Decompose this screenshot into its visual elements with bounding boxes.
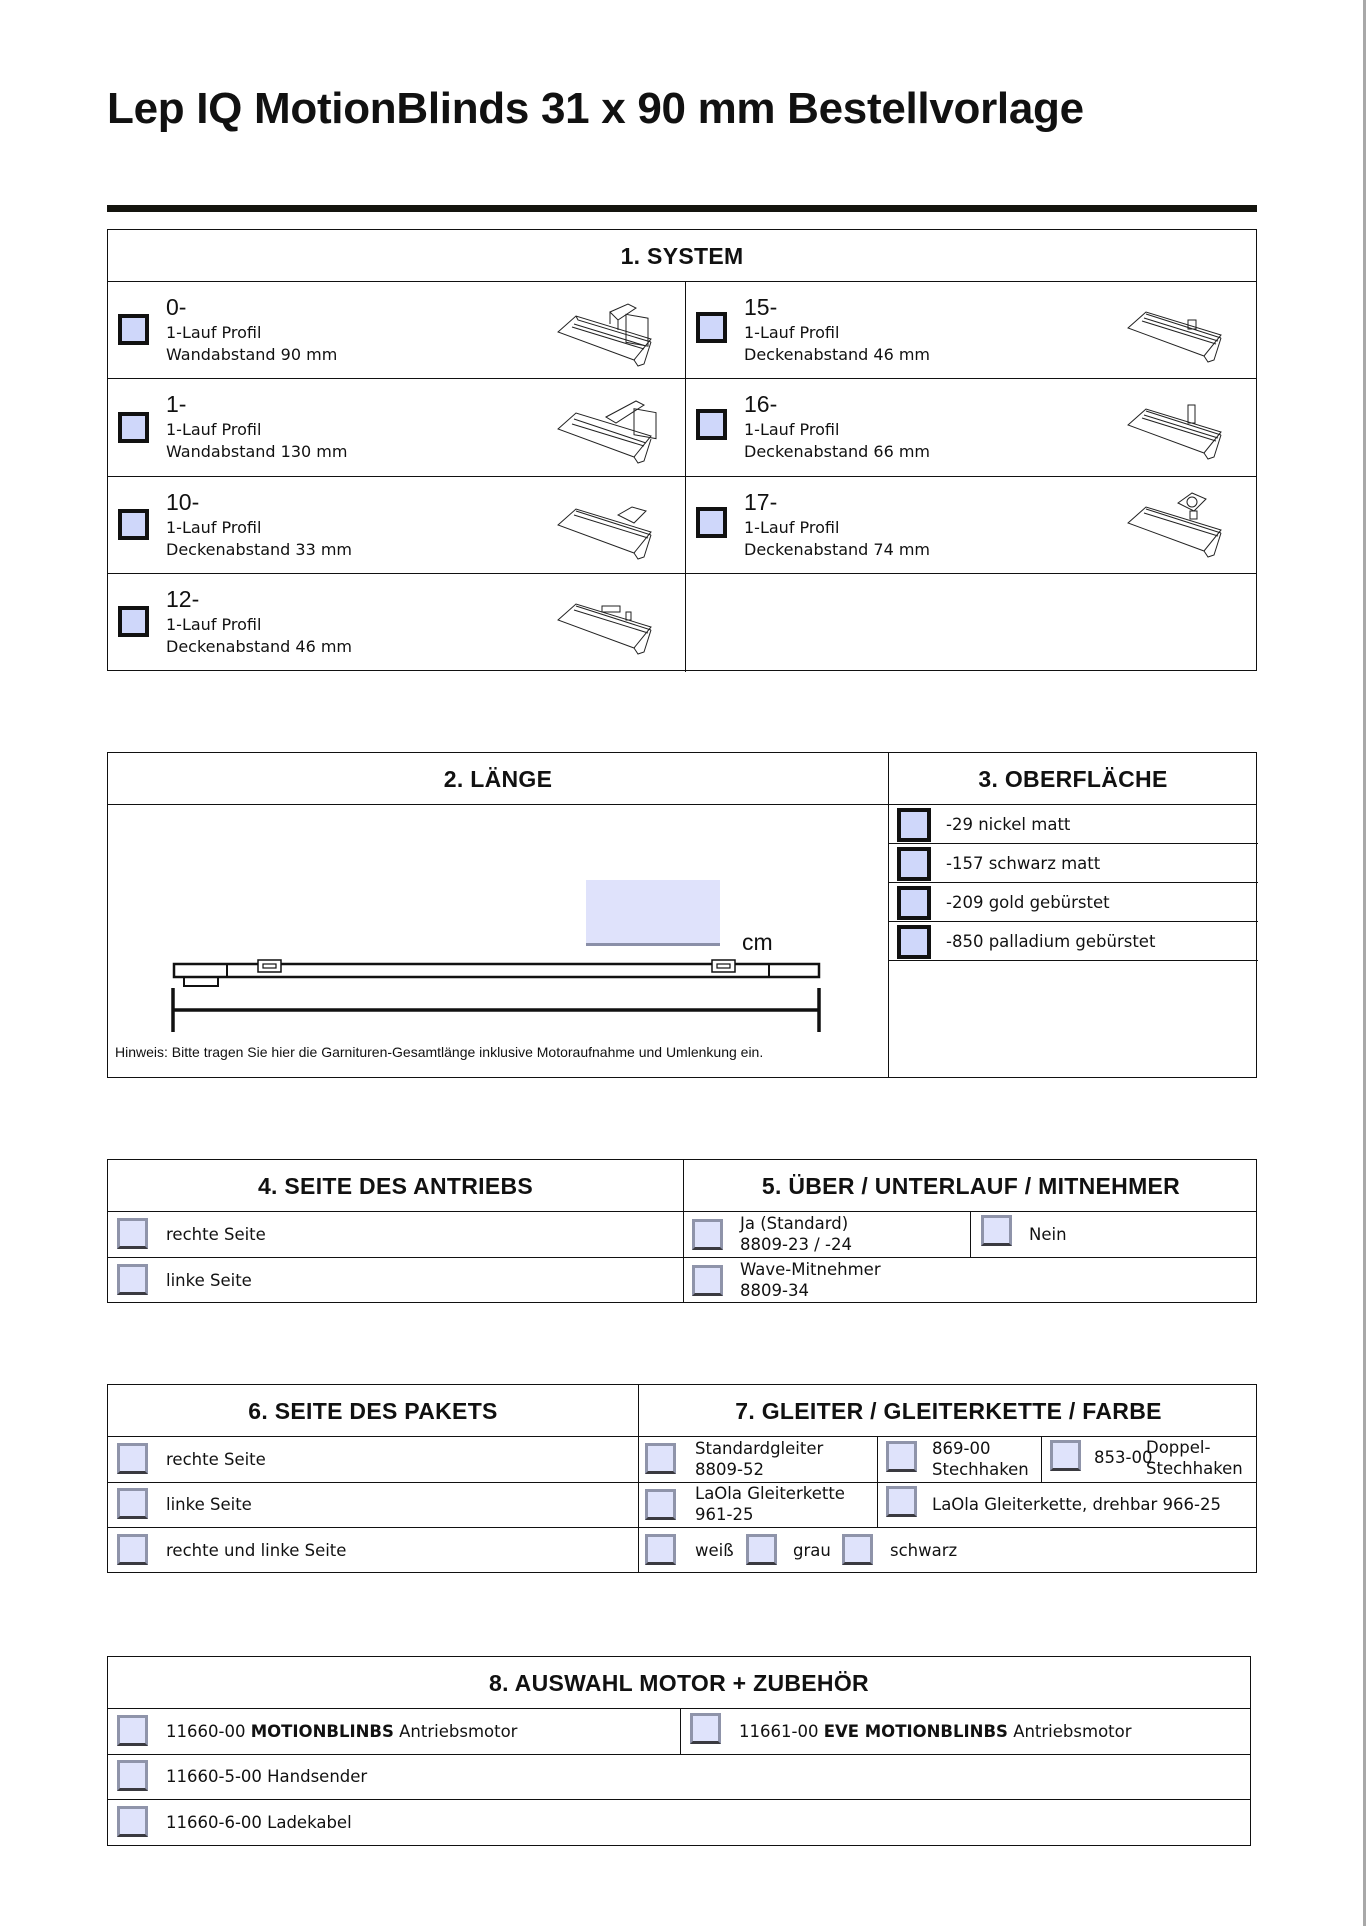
surface-157-checkbox[interactable] xyxy=(897,847,931,881)
system-distance: Wandabstand 130 mm xyxy=(166,442,348,461)
glider-standard[interactable] xyxy=(639,1437,877,1482)
surface-850-checkbox[interactable] xyxy=(897,925,931,959)
package-both[interactable] xyxy=(108,1528,638,1573)
system-code: 0- xyxy=(166,294,187,320)
option-label: Nein xyxy=(1029,1225,1067,1244)
system-profile: 1-Lauf Profil xyxy=(166,518,262,537)
ceiling-clip-66-icon xyxy=(1126,387,1236,462)
color-black-label: schwarz xyxy=(890,1541,958,1560)
option-code: 961-25 xyxy=(695,1505,754,1524)
ceiling-bracket-33-icon xyxy=(556,487,666,562)
accessory-cable[interactable] xyxy=(108,1800,1250,1845)
option-label: LaOla Gleiterkette xyxy=(695,1484,845,1503)
ceiling-clip-46b-icon xyxy=(556,582,666,657)
chain-laola-checkbox[interactable] xyxy=(645,1489,676,1520)
section-system-header: 1. SYSTEM xyxy=(620,242,744,269)
glider-853-checkbox[interactable] xyxy=(1050,1440,1081,1471)
motor-type: Antriebsmotor xyxy=(1013,1722,1132,1741)
system-10-checkbox[interactable] xyxy=(118,509,149,540)
option-label: linke Seite xyxy=(166,1495,252,1514)
system-profile: 1-Lauf Profil xyxy=(166,420,262,439)
system-profile: 1-Lauf Profil xyxy=(166,615,262,634)
section-overlap-header: 5. ÜBER / UNTERLAUF / MITNEHMER xyxy=(761,1172,1181,1199)
ceiling-clip-46-icon xyxy=(1126,290,1236,365)
option-label: rechte Seite xyxy=(166,1225,266,1244)
glider-standard-checkbox[interactable] xyxy=(645,1443,676,1474)
length-unit: cm xyxy=(742,929,773,955)
surface-option-850[interactable] xyxy=(889,922,1257,960)
system-17-checkbox[interactable] xyxy=(696,507,727,538)
option-label: Stechhaken xyxy=(1146,1459,1243,1478)
overlap-yes-checkbox[interactable] xyxy=(692,1219,723,1250)
option-label: 11660-6-00 Ladekabel xyxy=(166,1813,352,1832)
system-0-checkbox[interactable] xyxy=(118,314,149,345)
system-option-16[interactable] xyxy=(686,379,1258,476)
surface-label: -157 schwarz matt xyxy=(946,854,1101,873)
surface-29-checkbox[interactable] xyxy=(897,808,931,842)
option-label: Wave-Mitnehmer xyxy=(740,1260,881,1279)
motor-code: 11661-00 xyxy=(739,1722,819,1741)
package-left[interactable] xyxy=(108,1483,638,1527)
option-label: rechte Seite xyxy=(166,1450,266,1469)
overlap-wave[interactable] xyxy=(684,1258,1258,1303)
system-code: 10- xyxy=(166,489,200,515)
accessory-remote[interactable] xyxy=(108,1755,1250,1799)
system-profile: 1-Lauf Profil xyxy=(744,518,840,537)
section-length-header: 2. LÄNGE xyxy=(443,765,553,792)
accessory-cable-checkbox[interactable] xyxy=(117,1806,148,1837)
glider-853[interactable] xyxy=(1042,1437,1258,1482)
color-white-checkbox[interactable] xyxy=(645,1534,676,1565)
option-label: 11660-5-00 Handsender xyxy=(166,1767,368,1786)
surface-option-157[interactable] xyxy=(889,844,1257,882)
motor-11661-checkbox[interactable] xyxy=(690,1713,721,1744)
motor-brand: MOTIONBLINBS xyxy=(250,1722,394,1741)
surface-209-checkbox[interactable] xyxy=(897,886,931,920)
motor-code: 11660-00 xyxy=(166,1722,246,1741)
surface-label: -209 gold gebürstet xyxy=(946,893,1110,912)
package-right-checkbox[interactable] xyxy=(117,1443,148,1474)
system-option-0[interactable] xyxy=(108,282,685,378)
section-glider-header: 7. GLEITER / GLEITERKETTE / FARBE xyxy=(735,1397,1162,1424)
title-rule xyxy=(107,205,1257,212)
overlap-no[interactable] xyxy=(971,1212,1257,1257)
surface-label: -850 palladium gebürstet xyxy=(946,932,1156,951)
overlap-yes[interactable] xyxy=(684,1212,970,1257)
option-label: Standardgleiter xyxy=(695,1439,824,1458)
system-code: 1- xyxy=(166,391,187,417)
option-code: 853-00 xyxy=(1094,1448,1153,1467)
color-gray-checkbox[interactable] xyxy=(746,1534,777,1565)
system-15-checkbox[interactable] xyxy=(696,312,727,343)
motor-11660-checkbox[interactable] xyxy=(117,1715,148,1746)
option-label: Ja (Standard) xyxy=(740,1214,849,1233)
system-1-checkbox[interactable] xyxy=(118,412,149,443)
system-option-12[interactable] xyxy=(108,574,685,670)
overlap-no-checkbox[interactable] xyxy=(981,1215,1012,1246)
section-motor-header: 8. AUSWAHL MOTOR + ZUBEHÖR xyxy=(489,1669,869,1696)
section-motor-accessories xyxy=(107,1656,1251,1846)
wall-bracket-130-icon xyxy=(556,391,666,466)
overlap-wave-checkbox[interactable] xyxy=(692,1265,723,1296)
option-label xyxy=(166,1721,517,1742)
motor-type: Antriebsmotor xyxy=(399,1722,518,1741)
chain-laola-rotatable[interactable] xyxy=(878,1483,1258,1527)
option-code: 8809-34 xyxy=(740,1281,809,1300)
glider-869-checkbox[interactable] xyxy=(886,1441,917,1472)
system-distance: Deckenabstand 46 mm xyxy=(166,637,353,656)
system-distance: Deckenabstand 46 mm xyxy=(744,345,931,364)
system-option-15[interactable] xyxy=(686,282,1258,378)
package-right[interactable] xyxy=(108,1437,638,1482)
system-code: 15- xyxy=(744,294,778,320)
system-profile: 1-Lauf Profil xyxy=(166,323,262,342)
chain-laola[interactable] xyxy=(639,1483,877,1527)
option-label: rechte und linke Seite xyxy=(166,1541,347,1560)
system-code: 12- xyxy=(166,586,200,612)
system-distance: Deckenabstand 74 mm xyxy=(744,540,931,559)
option-code: 869-00 xyxy=(932,1439,991,1458)
system-12-checkbox[interactable] xyxy=(118,606,149,637)
rail-length-diagram-icon xyxy=(160,950,840,1040)
system-16-checkbox[interactable] xyxy=(696,409,727,440)
surface-option-209[interactable] xyxy=(889,883,1257,921)
glider-869[interactable] xyxy=(878,1437,1041,1482)
system-option-17[interactable] xyxy=(686,477,1258,573)
system-distance: Wandabstand 90 mm xyxy=(166,345,338,364)
divider xyxy=(888,960,1258,961)
package-both-checkbox[interactable] xyxy=(117,1534,148,1565)
color-black-checkbox[interactable] xyxy=(842,1534,873,1565)
color-options xyxy=(639,1528,1258,1573)
motor-11661[interactable] xyxy=(681,1709,1252,1754)
drive-right-checkbox[interactable] xyxy=(117,1218,148,1249)
system-distance: Deckenabstand 33 mm xyxy=(166,540,353,559)
system-profile: 1-Lauf Profil xyxy=(744,323,840,342)
wall-bracket-90-icon xyxy=(556,294,666,369)
surface-label: -29 nickel matt xyxy=(946,815,1071,834)
system-option-1[interactable] xyxy=(108,379,685,476)
page-title: Lep IQ MotionBlinds 31 x 90 mm Bestellvorlage xyxy=(107,84,1084,133)
system-profile: 1-Lauf Profil xyxy=(744,420,840,439)
accessory-remote-checkbox[interactable] xyxy=(117,1760,148,1791)
length-input[interactable] xyxy=(586,880,720,946)
motor-11660[interactable] xyxy=(108,1709,680,1754)
motor-brand: EVE MOTIONBLINBS xyxy=(823,1722,1008,1741)
color-white-label: weiß xyxy=(695,1541,734,1560)
option-code: 8809-52 xyxy=(695,1460,764,1479)
section-system xyxy=(107,229,1257,671)
section-package-glider xyxy=(107,1384,1257,1573)
system-distance: Deckenabstand 66 mm xyxy=(744,442,931,461)
section-drive-side-overlap xyxy=(107,1159,1257,1303)
section-surface-header: 3. OBERFLÄCHE xyxy=(978,765,1168,792)
length-hint: Hinweis: Bitte tragen Sie hier die Garnituren-Gesamtlänge inklusive Motoraufnahme und Umlenkung ein. xyxy=(115,1044,764,1060)
drive-side-left[interactable] xyxy=(108,1258,683,1303)
section-package-header: 6. SEITE DES PAKETS xyxy=(248,1397,498,1424)
system-option-10[interactable] xyxy=(108,477,685,573)
option-label: Stechhaken xyxy=(932,1460,1029,1479)
option-label: linke Seite xyxy=(166,1271,252,1290)
drive-side-right[interactable] xyxy=(108,1212,683,1257)
option-label: LaOla Gleiterkette, drehbar 966-25 xyxy=(932,1495,1221,1514)
package-left-checkbox[interactable] xyxy=(117,1488,148,1519)
system-code: 16- xyxy=(744,391,778,417)
section-drive-side-header: 4. SEITE DES ANTRIEBS xyxy=(257,1172,534,1199)
surface-option-29[interactable] xyxy=(889,805,1257,843)
color-gray-label: grau xyxy=(793,1541,831,1560)
ceiling-bracket-74-icon xyxy=(1126,485,1236,560)
option-label: Doppel- xyxy=(1146,1438,1211,1457)
option-label xyxy=(739,1721,1132,1742)
system-code: 17- xyxy=(744,489,778,515)
chain-laola-rotatable-checkbox[interactable] xyxy=(886,1486,917,1517)
drive-left-checkbox[interactable] xyxy=(117,1264,148,1295)
option-code: 8809-23 / -24 xyxy=(740,1235,852,1254)
